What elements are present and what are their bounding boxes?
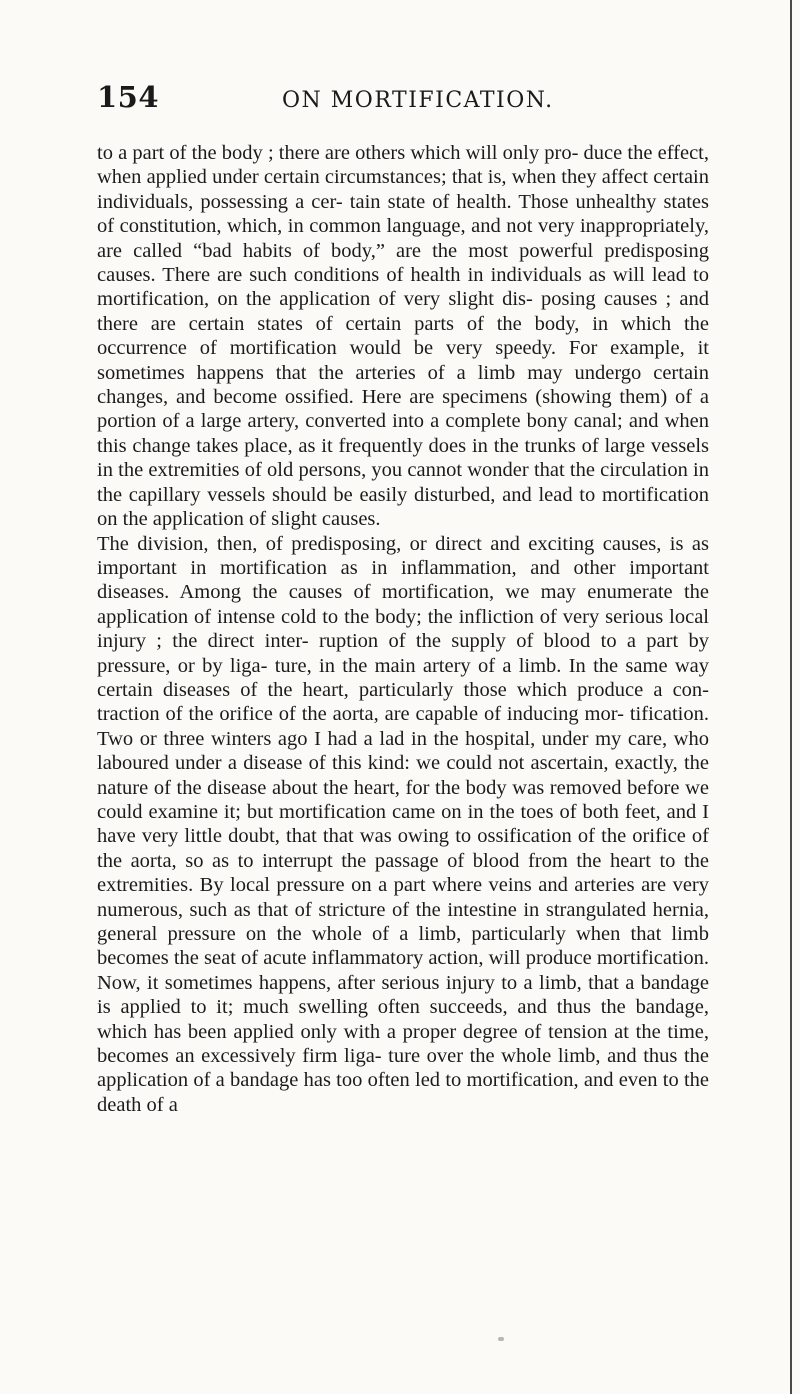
page-number: 154 — [97, 80, 160, 114]
page-edge-line — [790, 0, 792, 1394]
running-head: ON MORTIFICATION. — [282, 88, 554, 113]
page-header — [97, 80, 717, 120]
paragraph: The division, then, of predisposing, or direct and exciting causes, is as important in mortification as in inflammation, and other important diseases. Among the causes of mortification, we may enumerate the application of intense cold to the body; the infliction of very serious local injury ; the direct inter- ruption of the supply of blood to a part by pressure, or by liga- ture, in the main artery of a limb. In the same way certain diseases of the heart, particularly those which produce a con- traction of the orifice of the aorta, are capable of inducing mor- tification. Two or three winters ago I had a lad in the hospital, under my care, who laboured under a disease of this kind: we could not ascertain, exactly, the nature of the disease about the heart, for the body was removed before we could examine it; but mortification came on in the toes of both feet, and I have very little doubt, that that was owing to ossification of the orifice of the aorta, so as to interrupt the passage of blood from the heart to the extremities. By local pressure on a part where veins and arteries are very numerous, such as that of stricture of the intestine in strangulated hernia, general pressure on the whole of a limb, particularly when that limb becomes the seat of acute inflammatory action, will produce mortification. Now, it sometimes happens, after serious injury to a limb, that a bandage is applied to it; much swelling often succeeds, and thus the bandage, which has been applied only with a proper degree of tension at the time, becomes an excessively firm liga- ture over the whole limb, and thus the application of a bandage has too often led to mortification, and even to the death of a — [97, 532, 709, 1116]
paragraph: to a part of the body ; there are others which will only pro- duce the effect, when applied under certain circumstances; that is, when they affect certain individuals, possessing a cer- tain state of health. Those unhealthy states of constitution, which, in common language, and not very inappropriately, are called “bad habits of body,” are the most powerful predisposing causes. There are such conditions of health in individuals as will lead to mortification, on the application of very slight dis- posing causes ; and there are certain states of certain parts of the body, in which the occurrence of mortification would be very speedy. For example, it sometimes happens that the arteries of a limb may undergo certain changes, and become ossified. Here are specimens (showing them) of a portion of a large artery, converted into a complete bony canal; and when this change takes place, as it frequently does in the trunks of large vessels in the extremities of old persons, you cannot wonder that the circulation in the capillary vessels should be easily disturbed, and lead to mortification on the application of slight causes. — [97, 142, 709, 531]
paper-speck — [498, 1337, 504, 1341]
body-text — [97, 141, 709, 1117]
